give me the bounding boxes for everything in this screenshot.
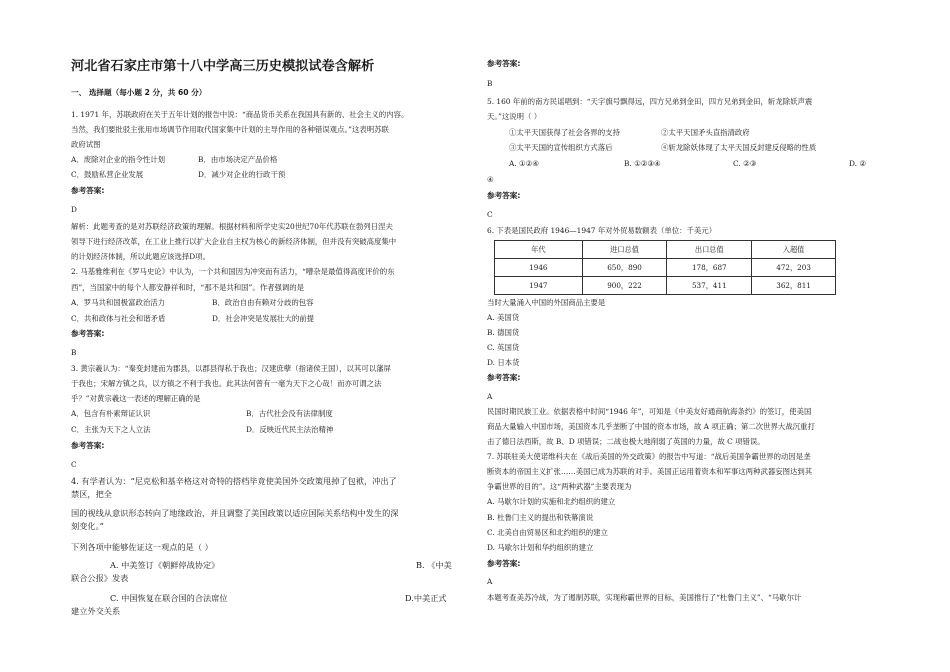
q1-analysis-3: 的计划经济体制，所以此题应该选择D项。 <box>71 252 210 261</box>
table-header-cell: 年代 <box>495 241 583 259</box>
q6-answer: A <box>487 392 493 401</box>
q1-option-a: A．废除对企业的指令性计划 <box>71 155 166 164</box>
question-5-line-2: 天。”这说明（ ） <box>487 112 542 121</box>
q4-option-d-cont: 建立外交关系 <box>71 606 121 616</box>
section-heading: 一、 选择题（每小题 2 分，共 60 分） <box>71 88 207 97</box>
q3-answer: C <box>71 460 77 469</box>
table-cell: 178，687 <box>667 259 752 277</box>
q4-prompt: 下列各项中能够佐证这一观点的是（ ） <box>71 542 213 552</box>
q1-option-b: B．由市场决定产品价格 <box>198 155 278 164</box>
q6-option-a: A. 美国货 <box>487 313 520 322</box>
q4-answer: B <box>487 79 493 88</box>
q1-option-d: D．减少对企业的行政干预 <box>198 170 286 179</box>
q3-option-c: C．主张为天下之人立法 <box>71 425 151 434</box>
table-cell: 1947 <box>495 277 583 295</box>
q6-analysis-3: 击了德日法西斯，故 B、D 项错误；二战也极大地削弱了英国的力量，故 C 项错误。 <box>487 437 765 446</box>
q5-option-d-cont: ④ <box>487 175 494 184</box>
q2-option-c: C．共和政体与社会和谐矛盾 <box>71 314 166 323</box>
q5-item-2: ②太平天国矛头直指清政府 <box>661 128 750 137</box>
q4-option-d: D.中美正式 <box>405 593 447 603</box>
q7-analysis: 本题考查美苏冷战，为了遏制苏联，实现称霸世界的目标，美国推行了“杜鲁门主义”、“马歇尔计 <box>487 593 802 602</box>
q3-answer-label: 参考答案: <box>71 441 105 450</box>
question-3-line-2: 于我也；宋解方镇之兵，以方镇之不利于我也。此其法何曾有一毫为天下之心哉！而亦可谓之法 <box>71 379 382 388</box>
q1-analysis-2: 领导下进行经济改革，在工业上推行以扩大企业自主权为核心的新经济体制，但并没有突破高度集中 <box>71 237 397 246</box>
question-3-line-3: 乎？”对黄宗羲这一表述的理解正确的是 <box>71 394 201 403</box>
q6-answer-label: 参考答案: <box>487 373 521 382</box>
table-cell: 900，222 <box>582 277 667 295</box>
question-2-line-2: 西”，当国家中的每个人都安静祥和时，“那不是共和国”。作者强调的是 <box>71 283 305 292</box>
question-4-line-3: 国的视线从意识形态转向了地缘政治，并且调整了美国政策以适应国际关系结构中发生的深 <box>71 508 399 518</box>
q5-option-d: D. ② <box>849 159 866 168</box>
q6-option-d: D. 日本货 <box>487 358 520 367</box>
question-1-line-3: 政府试图 <box>71 140 101 149</box>
q6-analysis-2: 商品大量输入中国市场，美国资本几乎垄断了中国的资本市场，故 A 项正确；第二次世界大战沉重打 <box>487 422 815 431</box>
q6-analysis-1: 民国时期民族工业。依据表格中时间“1946 年”，可知是《中美友好通商航海条约》的签订，使美国 <box>487 407 812 416</box>
q1-option-c: C．鼓励私营企业发展 <box>71 170 144 179</box>
q1-answer-label: 参考答案: <box>71 186 105 195</box>
question-4-line-4: 刻变化。” <box>71 521 104 531</box>
table-cell: 537，411 <box>667 277 752 295</box>
q6-option-b: B. 德国货 <box>487 328 520 337</box>
q2-answer-label: 参考答案: <box>71 329 105 338</box>
question-3-line-1: 3. 黄宗羲认为：“秦变封建而为郡县，以郡县得私于我也；汉建庶孽（指诸侯王国），以其可以藩屏 <box>71 364 391 373</box>
q6-prompt: 当时大量涌入中国的外国商品主要是 <box>487 298 606 307</box>
question-2-line-1: 2. 马基雅维利在《罗马史论》中认为，一个共和国因为冲突而有活力，“嘈杂是最值得高度评价的东 <box>71 267 395 276</box>
q3-option-d: D．反映近代民主法治精神 <box>246 425 334 434</box>
trade-table-header <box>495 241 836 259</box>
q4-answer-label: 参考答案: <box>487 59 521 68</box>
q4-option-a: A. 中美签订《朝鲜停战协定》 <box>110 560 220 570</box>
q5-option-b: B. ①②③④ <box>624 159 661 168</box>
q7-option-c: C. 北美自由贸易区和北约组织的建立 <box>487 528 608 537</box>
question-1-line-1: 1. 1971 年，苏联政府在关于五年计划的报告中说：“商品货币关系在我国具有新的、社会主义的内容。 <box>71 110 409 119</box>
table-header-cell: 入超值 <box>752 241 836 259</box>
q5-item-4: ④斩龙除妖体现了太平天国反封建反侵略的性质 <box>661 143 817 152</box>
q7-option-a: A. 马歇尔计划的实施和北约组织的建立 <box>487 497 616 506</box>
q5-option-c: C. ②③ <box>733 159 757 168</box>
page-title: 河北省石家庄市第十八中学高三历史模拟试卷含解析 <box>71 59 375 74</box>
q5-item-3: ③太平天国的宣传组织方式落后 <box>509 143 613 152</box>
question-6-line: 6. 下表是国民政府 1946—1947 年对外贸易数额表（单位：千美元） <box>487 226 717 235</box>
q5-option-a: A. ①②④ <box>509 159 539 168</box>
trade-table <box>494 240 836 295</box>
question-7-line-1: 7. 苏联驻美大使诺维科夫在《战后美国的外交政策》的报告中写道：“战后美国争霸世界的动因是垄 <box>487 452 811 461</box>
q1-answer: D <box>71 205 77 214</box>
question-4-line-1: 4. 有学者认为：“尼克松和基辛格这对奇特的搭档毕竟使美国外交政策甩掉了包袱，冲出了 <box>71 476 397 486</box>
table-row <box>495 259 836 277</box>
q1-analysis-1: 解析：此题考查的是对苏联经济政策的理解。根据材料和所学史实20世纪70年代苏联在勃列日涅夫 <box>71 222 393 231</box>
q2-option-d: D．社会冲突是发展壮大的前提 <box>212 314 315 323</box>
table-header-cell: 出口总值 <box>667 241 752 259</box>
q7-option-d: D. 马歇尔计划和华约组织的建立 <box>487 543 594 552</box>
q4-option-b: B. 《中美 <box>416 560 452 570</box>
table-cell: 472，203 <box>752 259 836 277</box>
question-7-line-2: 断资本的帝国主义扩张……美国已成为苏联的对手。美国正运用着资本和军事这两种武器妄图达到其 <box>487 467 813 476</box>
question-5-line-1: 5. 160 年前的南方民谣唱到：“天字旗号飘得远，四方兄弟到金田，四方兄弟到金田，斩龙除妖声震 <box>487 97 813 106</box>
q4-option-c: C. 中国恢复在联合国的合法席位 <box>110 593 228 603</box>
q7-answer: A <box>487 577 493 586</box>
q3-option-b: B．古代社会没有法律制度 <box>246 409 333 418</box>
q5-item-1: ①太平天国获得了社会各界的支持 <box>509 128 620 137</box>
question-4-line-2: 禁区，把全 <box>71 489 112 499</box>
table-cell: 362，811 <box>752 277 836 295</box>
table-cell: 1946 <box>495 259 583 277</box>
question-7-line-3: 争霸世界的目的”。这“两种武器”主要表现为 <box>487 482 632 491</box>
q6-option-c: C. 英国货 <box>487 343 520 352</box>
q5-answer-label: 参考答案: <box>487 191 521 200</box>
q2-option-b: B．政治自由有赖对分歧的包容 <box>212 298 314 307</box>
q3-option-a: A．包含有朴素辩证认识 <box>71 409 151 418</box>
table-header-cell: 进口总值 <box>582 241 667 259</box>
table-cell: 650，890 <box>582 259 667 277</box>
q2-option-a: A．罗马共和国极富政治活力 <box>71 298 166 307</box>
q2-answer: B <box>71 348 77 357</box>
table-row <box>495 277 836 295</box>
q7-answer-label: 参考答案: <box>487 559 521 568</box>
q7-option-b: B. 杜鲁门主义的提出和铁幕演说 <box>487 513 594 522</box>
q4-option-b-cont: 联合公报》发表 <box>71 573 129 583</box>
q5-answer: C <box>487 210 493 219</box>
question-1-line-2: 当然，我们要批驳主张用市场调节作用取代国家集中计划的主导作用的各种错误观点。”这表明苏联 <box>71 125 389 134</box>
